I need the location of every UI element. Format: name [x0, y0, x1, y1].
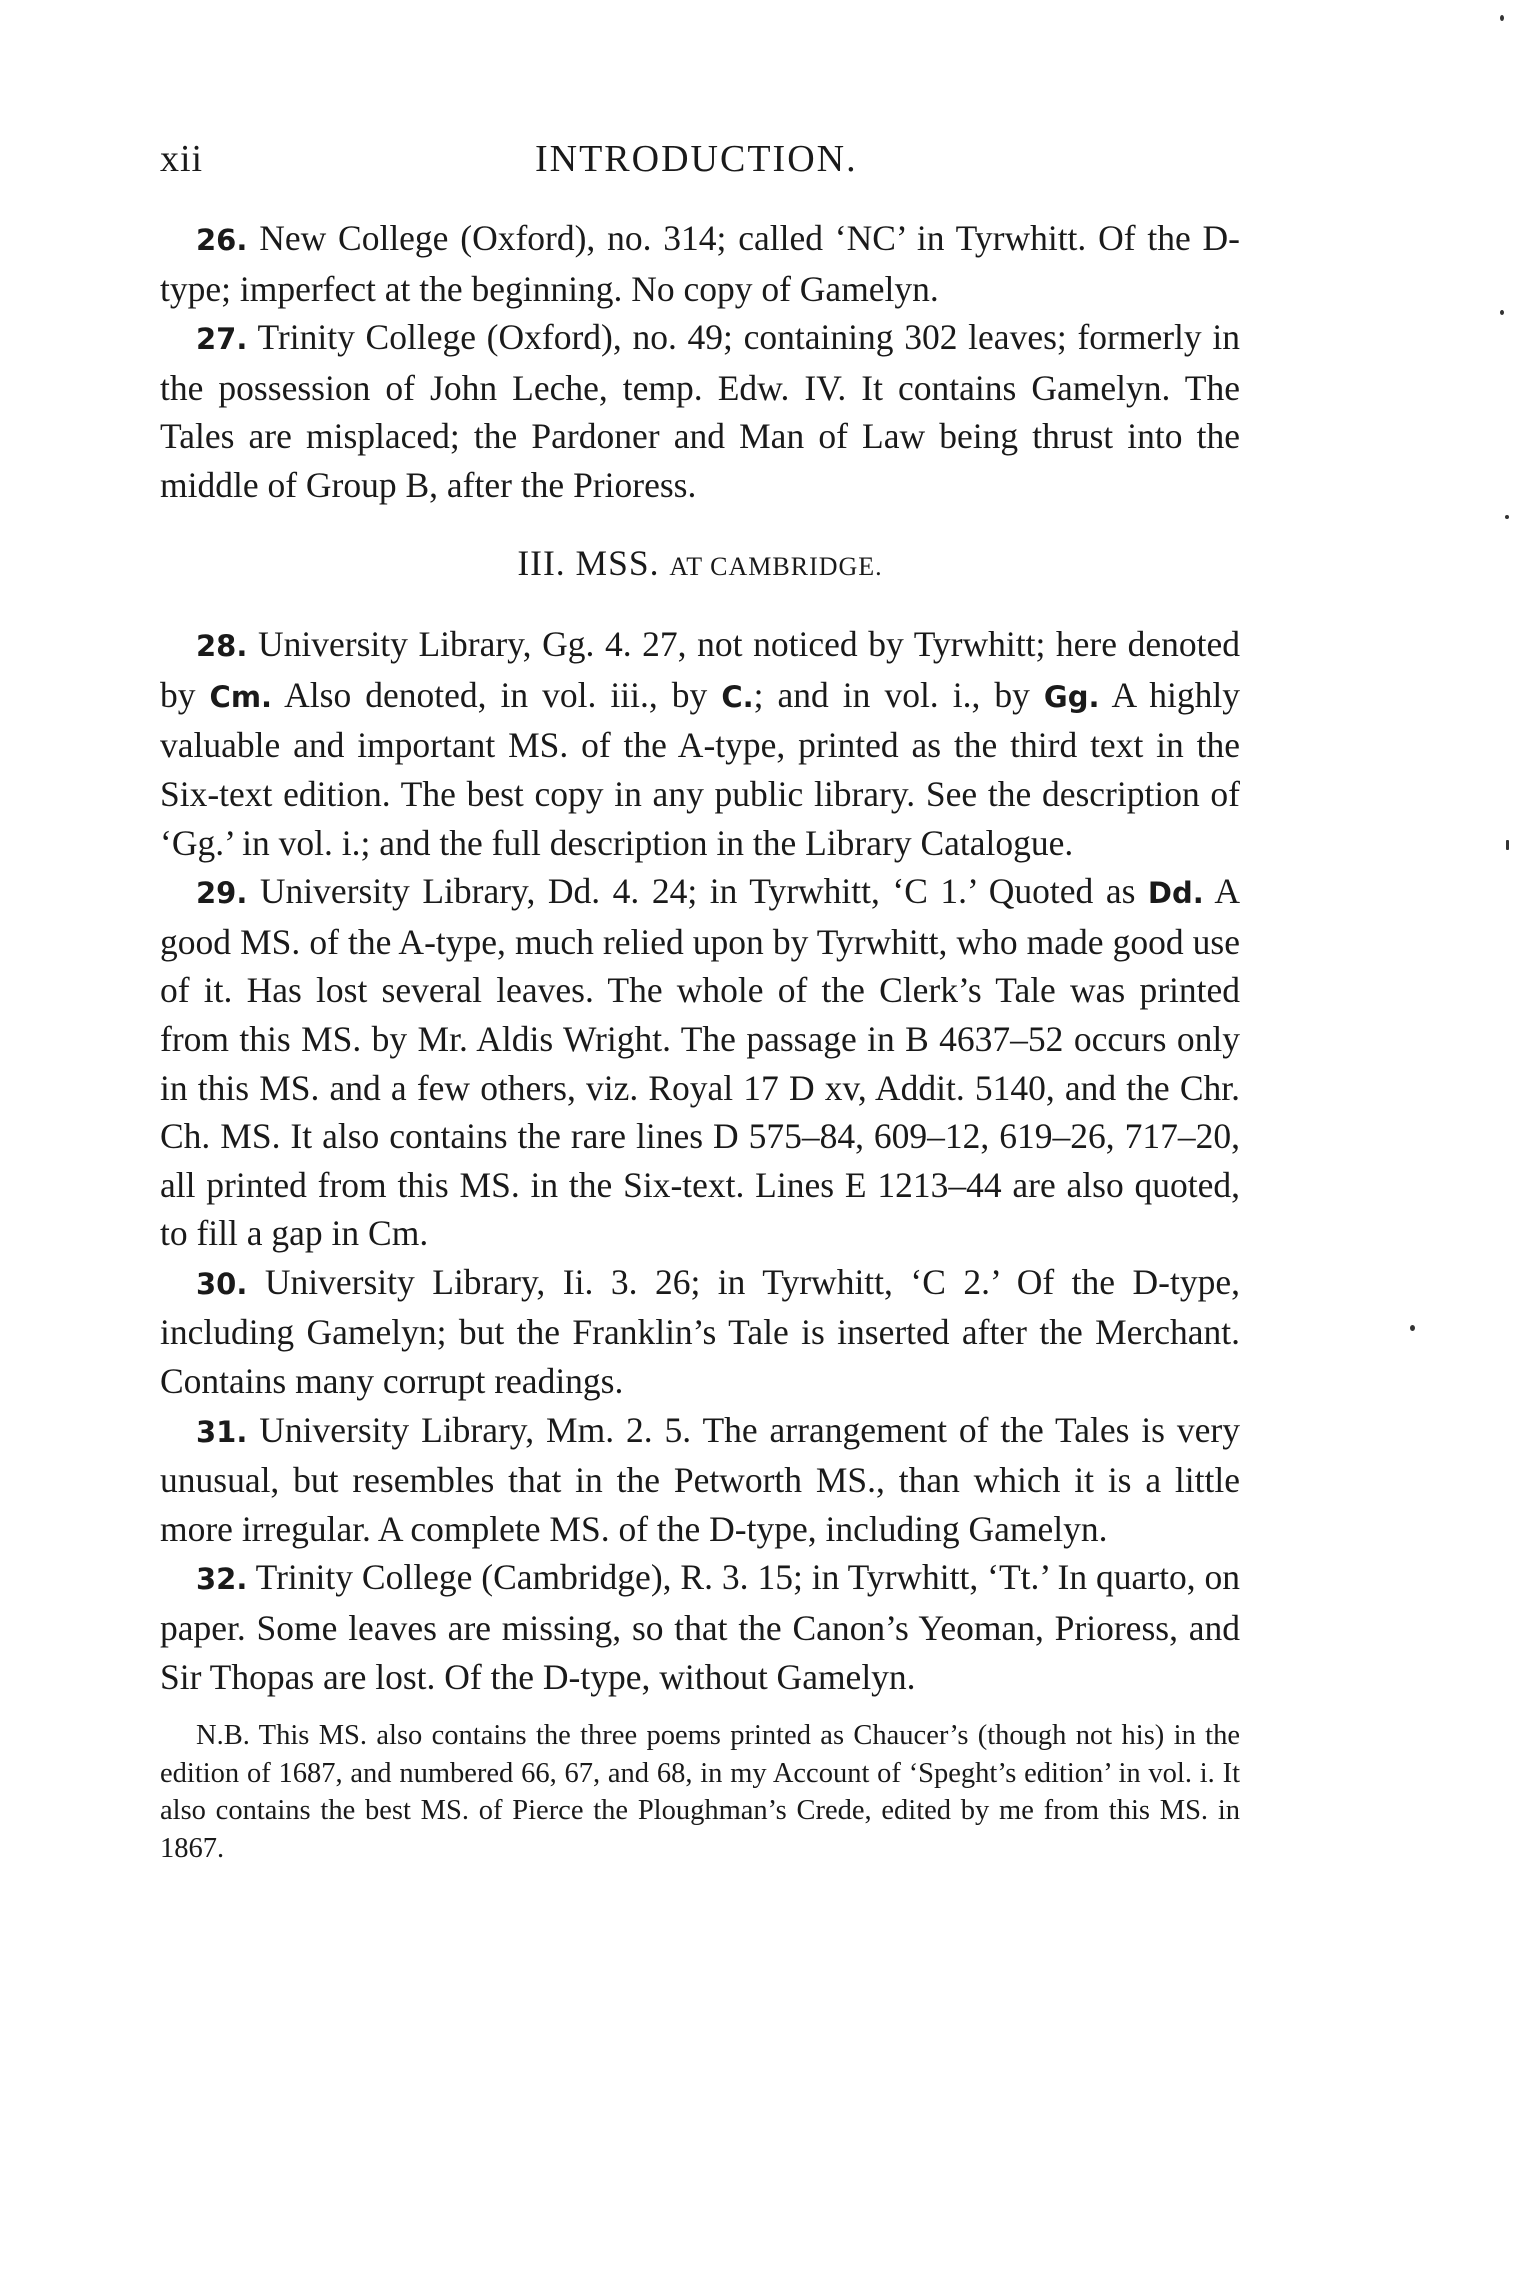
print-speck — [1506, 840, 1509, 850]
print-speck — [1410, 1325, 1415, 1331]
entry-text: University Library, Dd. 4. 24; in Tyrwhitt, ‘C 1.’ Quoted as — [259, 871, 1148, 912]
entry-text: University Library, Mm. 2. 5. The arrangement of the Tales is very unusual, but resembles that in the Petworth MS., than which it is a little more irregular. A complete MS. of the D-type, including Gamelyn. — [160, 1409, 1240, 1549]
entry-28 — [160, 620, 1240, 867]
body-text — [160, 214, 1240, 1867]
section-subtitle: AT CAMBRIDGE. — [669, 551, 883, 581]
siglum-gg: Gg. — [1043, 679, 1100, 714]
siglum-c: C. — [721, 679, 754, 714]
entry-number: 28. — [196, 629, 248, 664]
page-number: xii — [160, 138, 204, 180]
siglum-dd: Dd. — [1147, 876, 1204, 911]
entry-text: New College (Oxford), no. 314; called ‘NC’ in Tyrwhitt. Of the D-type; imperfect at the beginning. No copy of Gamelyn. — [160, 218, 1240, 309]
entry-30 — [160, 1258, 1240, 1406]
entry-text: University Library, Ii. 3. 26; in Tyrwhitt, ‘C 2.’ Of the D-type, including Gamelyn; but the Franklin’s Tale is inserted after the Merchant. Contains many corrupt readings. — [160, 1261, 1240, 1402]
entry-number: 26. — [196, 223, 248, 257]
entry-number: 31. — [196, 1414, 248, 1449]
page-header — [160, 137, 1240, 197]
entry-text: Also denoted, in vol. iii., by — [272, 674, 722, 715]
entry-29 — [160, 867, 1240, 1258]
entry-26 — [160, 214, 1240, 313]
entry-text: University Library, Gg. 4. 27, not noticed by Tyrwhitt; here denoted by — [160, 624, 1240, 715]
print-speck — [1505, 515, 1509, 519]
running-title: INTRODUCTION. — [535, 138, 858, 180]
print-speck — [1500, 15, 1504, 21]
entry-text: Trinity College (Oxford), no. 49; containing 302 leaves; formerly in the possession of John Leche, temp. Edw. IV. It contains Gamelyn. The Tales are misplaced; the Pardoner and Man of Law being thrust into the middle of Group B, after the Prioress. — [160, 317, 1241, 505]
entry-number: 32. — [196, 1562, 248, 1597]
siglum-cm: Cm. — [209, 679, 273, 714]
section-heading — [160, 539, 1240, 592]
entry-text: ; and in vol. i., by — [753, 674, 1044, 715]
print-speck — [1500, 310, 1504, 315]
entry-31 — [160, 1406, 1240, 1554]
entry-32 — [160, 1553, 1240, 1701]
entry-number: 29. — [196, 876, 248, 911]
entry-text: A highly valuable and important MS. of the A-type, printed as the third text in the Six-text edition. The best copy in any public library. See the description of ‘Gg.’ in vol. i.; and the full description in the Library Catalogue. — [160, 674, 1240, 863]
entry-number: 30. — [196, 1266, 248, 1301]
footnote: N.B. This MS. also contains the three poems printed as Chaucer’s (though not his) in the edition of 1687, and numbered 66, 67, and 68, in my Account of ‘Speght’s edition’ in vol. i. It also contains the best MS. of Pierce the Ploughman’s Crede, edited by me from this MS. in 1867. — [160, 1720, 1240, 1864]
entry-text: A good MS. of the A-type, much relied upon by Tyrwhitt, who made good use of it. Has lost several leaves. The whole of the Clerk’s Tale was printed from this MS. by Mr. Aldis Wright. The passage in B 4637–52 occurs only in this MS. and a few others, viz. Royal 17 D xv, Addit. 5140, and the Chr. Ch. MS. It also contains the rare lines D 575–84, 609–12, 619–26, 717–20, all printed from this MS. in the Six-text. Lines E 1213–44 are also quoted, to fill a gap in Cm. — [160, 871, 1240, 1254]
entry-text: Trinity College (Cambridge), R. 3. 15; in Tyrwhitt, ‘Tt.’ In quarto, on paper. Some leaves are missing, so that the Canon’s Yeoman, Prioress, and Sir Thopas are lost. Of the D-type, without Gamelyn. — [160, 1557, 1240, 1697]
entry-27 — [160, 313, 1240, 509]
entry-number: 27. — [196, 322, 248, 357]
section-numeral: III. MSS. — [517, 542, 660, 583]
